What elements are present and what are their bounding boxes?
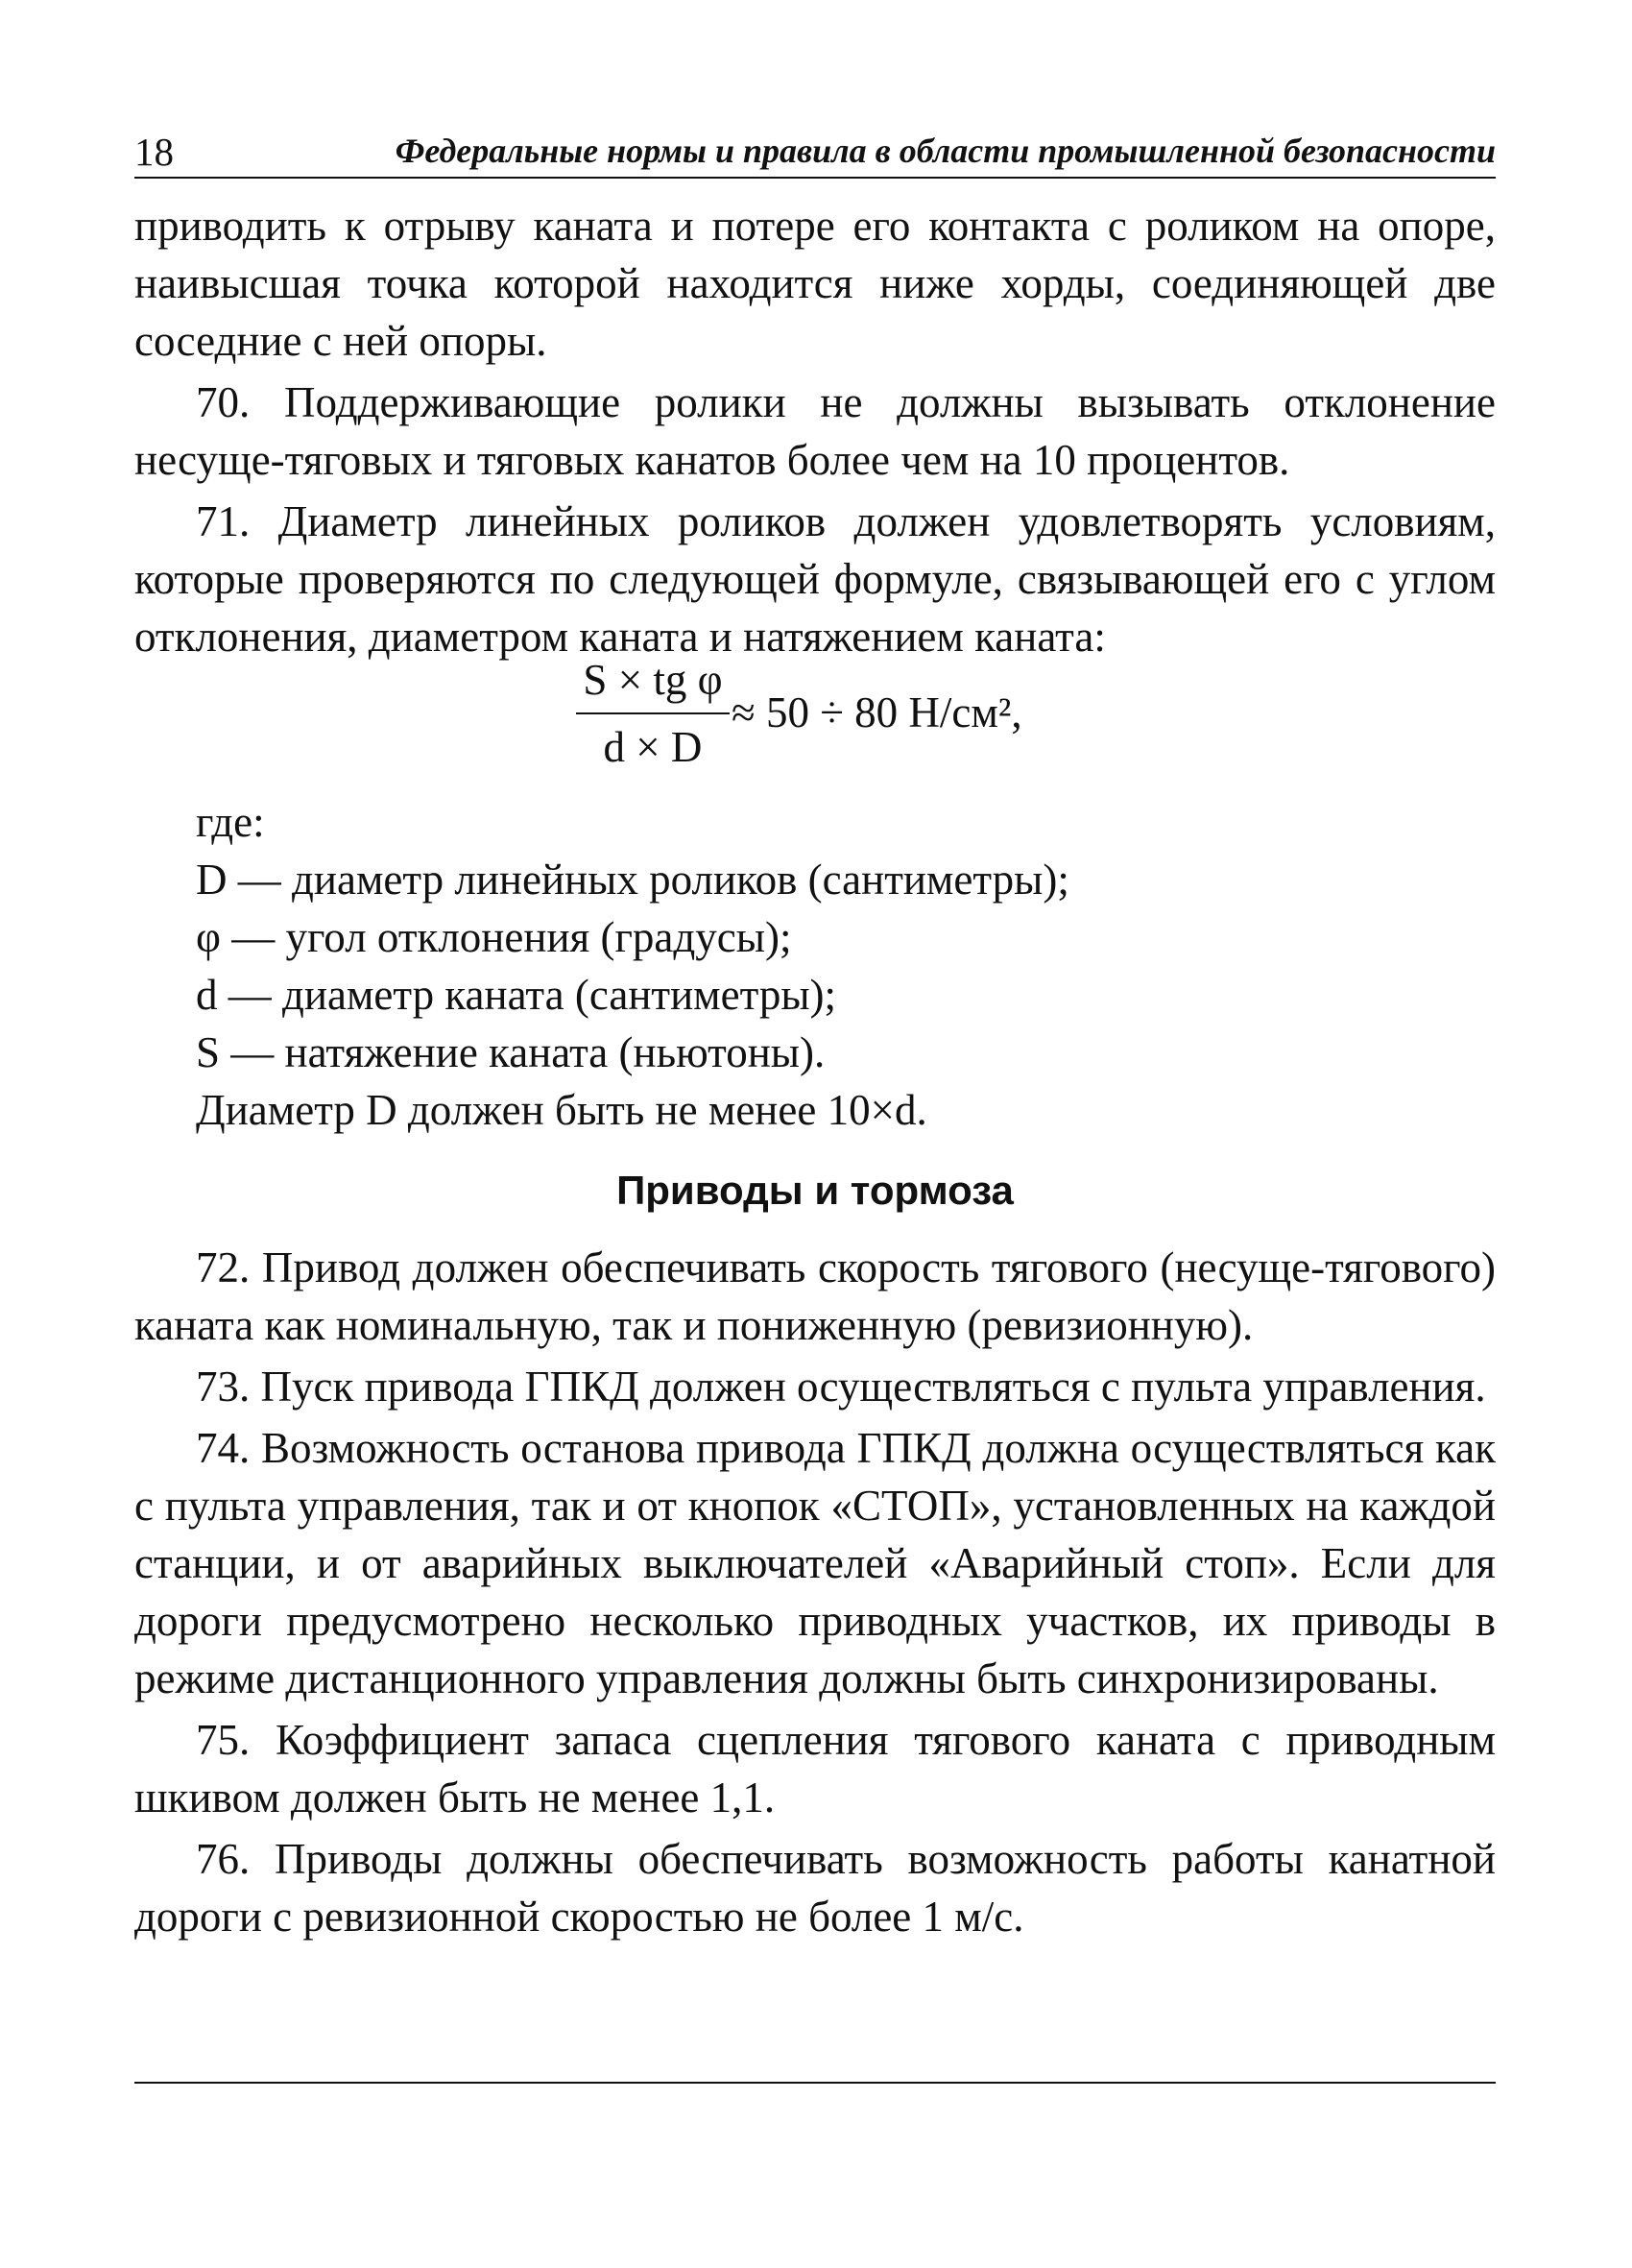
- definition-phi: φ — угол отклонения (градусы);: [196, 913, 792, 961]
- definitions-list: [196, 793, 1444, 1139]
- paragraph-74: 74. Возможность останова привода ГПКД должна осуществляться как с пульта управления, так и от кнопок «СТОП», установленных на каждой станции, и от аварийных выключателей «Аварийный стоп». Если для дороги предусмотрено несколько приводных участков, их приводы в режиме дистанционного управления должны быть синхронизированы.: [134, 1424, 1496, 1702]
- paragraph-72: 72. Привод должен обеспечивать скорость тягового (несуще-тягового) каната как номинальную, так и пониженную (ревизионную).: [134, 1243, 1496, 1349]
- formula: [576, 653, 1152, 778]
- body-top: [134, 197, 1496, 669]
- formula-fraction: [576, 653, 730, 774]
- paragraph-73: 73. Пуск привода ГПКД должен осуществляться с пульта управления.: [196, 1363, 1486, 1411]
- section-heading: Приводы и тормоза: [616, 1168, 1014, 1213]
- body-bottom: [134, 1239, 1496, 1949]
- definition-where: где:: [196, 798, 265, 846]
- running-title: Федеральные нормы и правила в области промышленной безопасности: [395, 132, 1496, 170]
- formula-rhs: ≈ 50 ÷ 80 Н/см²,: [732, 688, 1022, 736]
- bottom-rule: [134, 2082, 1496, 2084]
- definition-D: D — диаметр линейных роликов (сантиметры);: [196, 856, 1069, 904]
- paragraph-76: 76. Приводы должны обеспечивать возможность работы канатной дороги с ревизионной скоростью не более 1 м/с.: [134, 1835, 1496, 1941]
- formula-numerator: S × tg φ: [583, 656, 723, 704]
- paragraph-70: 70. Поддерживающие ролики не должны вызывать отклонение несуще-тяговых и тяговых канатов более чем на 10 процентов.: [134, 378, 1496, 484]
- page-header: [134, 121, 1496, 179]
- definition-min-diameter: Диаметр D должен быть не менее 10×d.: [196, 1086, 927, 1134]
- definition-d: d — диаметр каната (сантиметры);: [196, 971, 837, 1019]
- paragraph-75: 75. Коэффициент запаса сцепления тягового каната с приводным шкивом должен быть не менее 1,1.: [134, 1716, 1496, 1822]
- fraction-bar: [576, 712, 730, 714]
- formula-denominator: d × D: [603, 723, 703, 771]
- paragraph-71: 71. Диаметр линейных роликов должен удовлетворять условиям, которые проверяются по следующей формуле, связывающей его с углом отклонения, диаметром каната и натяжением каната:: [134, 497, 1496, 661]
- paragraph-continuation: приводить к отрыву каната и потере его контакта с роликом на опоре, наивысшая точка которой находится ниже хорды, соединяющей две соседние с ней опоры.: [134, 202, 1496, 365]
- definition-S: S — натяжение каната (ньютоны).: [196, 1028, 826, 1076]
- page-number: 18: [134, 130, 174, 174]
